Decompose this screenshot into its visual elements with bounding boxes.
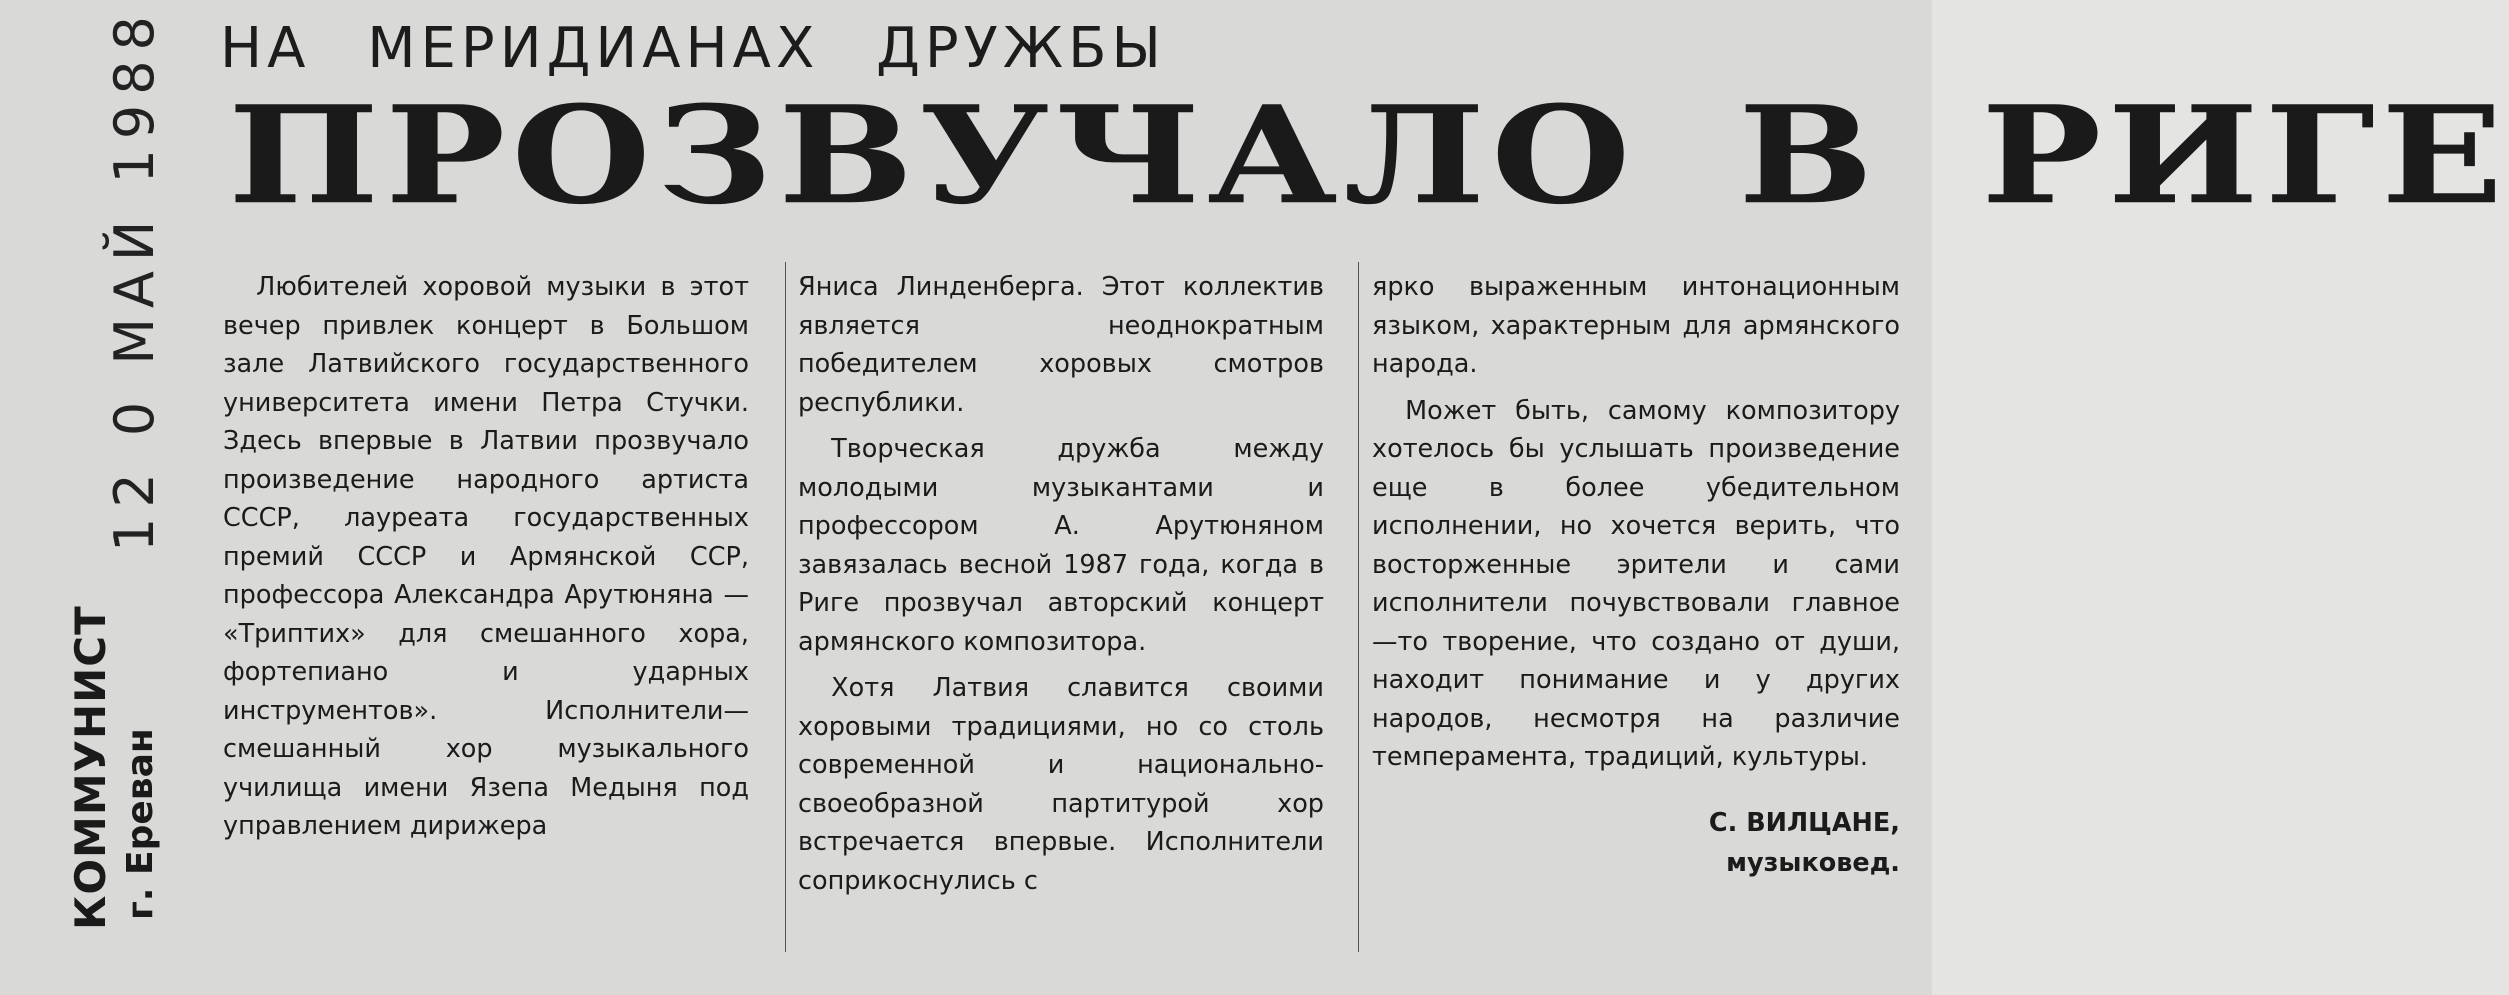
- article-column-3: [1372, 268, 1900, 883]
- newspaper-city: г. Ереван: [120, 728, 161, 920]
- paragraph: Яниса Линденберга. Этот коллектив является неоднократным победителем хоровых смотров республики.: [798, 272, 1324, 418]
- author-name: С. ВИЛЦАНЕ,: [1708, 807, 1900, 838]
- article-column-2: [798, 268, 1324, 900]
- article-headline: ПРОЗВУЧАЛО В РИГЕ: [228, 76, 2509, 235]
- date-stamp: 12 0 МАЙ 1988: [103, 6, 166, 552]
- paragraph: Любителей хоровой музыки в этот вечер привлек концерт в Большом зале Латвийского государственного университета имени Петра Стучки. Здесь впервые в Латвии прозвучало произведение народного артиста СССР, лауреата государственных премий СССР и Армянской ССР, профессора Александра Арутюняна — «Триптих» для смешанного хора, фортепиано и ударных инструментов». Исполнители— смешанный хор музыкального училища имени Язепа Медыня под управлением дирижера: [223, 272, 749, 841]
- author-role: музыковед.: [1726, 847, 1900, 878]
- column-divider: [785, 262, 786, 952]
- paragraph: Творческая дружба между молодыми музыкантами и профессором А. Арутюняном завязалась весной 1987 года, когда в Риге прозвучал авторский концерт армянского композитора.: [798, 434, 1324, 657]
- newspaper-name: КОММУНИСТ: [66, 605, 115, 930]
- paragraph: ярко выраженным интонационным языком, характерным для армянского народа.: [1372, 272, 1900, 379]
- section-kicker: НА МЕРИДИАНАХ ДРУЖБЫ: [220, 16, 1166, 81]
- source-stamp: [66, 605, 166, 930]
- paragraph: Может быть, самому композитору хотелось бы услышать произведение еще в более убедительном исполнении, но хочется верить, что восторженные эрители и сами исполнители почувствовали главное —то творение, что создано от души, находит понимание и у других народов, несмотря на различие темперамента, традиций, культуры.: [1372, 395, 1900, 772]
- paragraph: Хотя Латвия славится своими хоровыми традициями, но со столь современной и национально-своеобразной партитурой хор встречается впервые. Исполнители соприкоснулись с: [798, 673, 1324, 896]
- article-column-1: [223, 268, 749, 846]
- column-divider: [1358, 262, 1359, 952]
- byline: [1372, 803, 1900, 883]
